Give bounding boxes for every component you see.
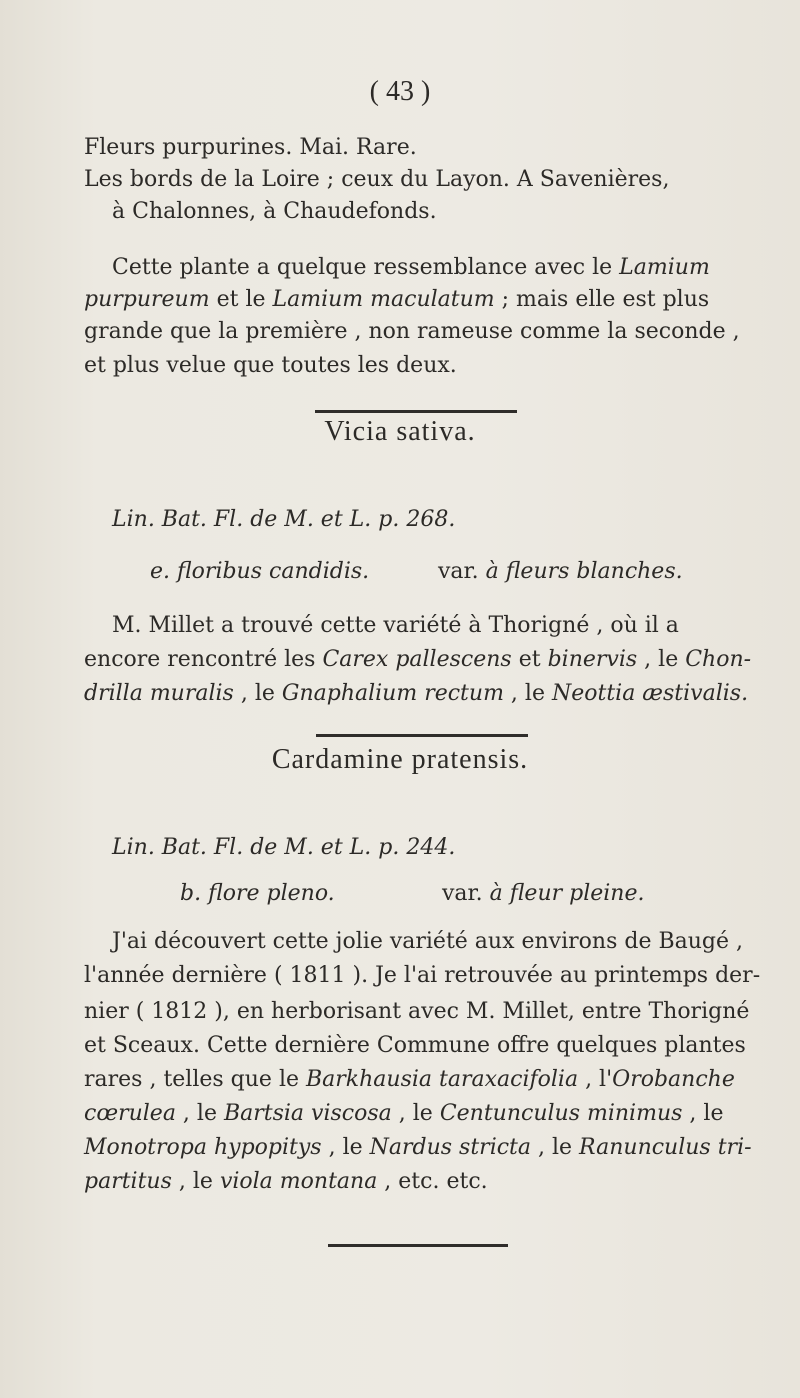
text-run-italic: à fleur pleine. bbox=[489, 881, 645, 906]
paragraph-2-line-3: grande que la première , non rameuse comme la seconde , bbox=[84, 319, 740, 344]
text-run-italic: Barkhausia taraxacifolia bbox=[306, 1067, 579, 1092]
section2-body-line-1 bbox=[112, 928, 743, 956]
paragraph-2-line-1 bbox=[112, 254, 710, 282]
text-run: nier ( 1812 ), en herborisant avec M. Millet, entre Thorigné bbox=[84, 999, 750, 1024]
text-run-italic: cœrulea bbox=[84, 1101, 176, 1126]
section-2-variety-latin: b. flore pleno. bbox=[180, 881, 335, 906]
text-run: Cette plante a quelque ressemblance avec le bbox=[112, 255, 620, 280]
section2-body-line-3 bbox=[84, 998, 749, 1026]
text-run: var. bbox=[442, 881, 490, 906]
page-number: ( 43 ) bbox=[369, 76, 431, 107]
text-run: , le bbox=[682, 1101, 724, 1126]
text-run-italic: Neottia æstivalis. bbox=[551, 681, 749, 706]
text-run: ; mais elle est plus bbox=[494, 287, 710, 312]
text-run: , le bbox=[321, 1135, 370, 1160]
section1-body-line-3 bbox=[84, 680, 748, 708]
text-run-italic: Centunculus minimus bbox=[439, 1101, 683, 1126]
text-run-italic: viola montana bbox=[219, 1169, 378, 1194]
text-run: , le bbox=[637, 647, 686, 672]
text-run-italic: à fleurs blanches. bbox=[485, 559, 683, 584]
section2-body-line-7 bbox=[84, 1134, 752, 1162]
text-run-italic: Bartsia viscosa bbox=[223, 1101, 392, 1126]
text-run-italic: binervis bbox=[547, 647, 638, 672]
section-2-variety-french bbox=[442, 880, 644, 908]
section2-body-line-8 bbox=[84, 1168, 488, 1196]
section2-body-line-4 bbox=[84, 1032, 746, 1060]
text-run-italic: purpureum bbox=[84, 287, 210, 312]
text-run-italic: Monotropa hypopitys bbox=[84, 1135, 322, 1160]
text-run: , l' bbox=[578, 1067, 613, 1092]
text-run-italic: drilla muralis bbox=[84, 681, 234, 706]
text-run-italic: Gnaphalium rectum bbox=[281, 681, 504, 706]
text-run: encore rencontré les bbox=[84, 647, 323, 672]
text-run-italic: Lamium maculatum bbox=[272, 287, 495, 312]
section-1-reference: Lin. Bat. Fl. de M. et L. p. 268. bbox=[112, 507, 456, 532]
section2-body-line-2 bbox=[84, 962, 760, 990]
section-1-variety-latin: e. floribus candidis. bbox=[150, 559, 370, 584]
text-run-italic: Lamium bbox=[619, 255, 710, 280]
text-run: J'ai découvert cette jolie variété aux environs de Baugé , bbox=[112, 929, 743, 954]
paragraph-1-line-2: Les bords de la Loire ; ceux du Layon. A Savenières, bbox=[84, 167, 670, 192]
paragraph-2-line-2 bbox=[84, 286, 709, 314]
text-run: M. Millet a trouvé cette variété à Thorigné , où il a bbox=[112, 613, 679, 638]
text-run: rares , telles que le bbox=[84, 1067, 306, 1092]
section-divider bbox=[328, 1244, 508, 1247]
text-run: l'année dernière ( 1811 ). Je l'ai retrouvée au printemps der- bbox=[84, 963, 761, 988]
text-run: , le bbox=[531, 1135, 580, 1160]
text-run-italic: Carex pallescens bbox=[322, 647, 512, 672]
text-run-italic: Ranunculus tri- bbox=[579, 1135, 752, 1160]
section1-body-line-2 bbox=[84, 646, 751, 674]
text-run: et bbox=[511, 647, 548, 672]
section-2-reference: Lin. Bat. Fl. de M. et L. p. 244. bbox=[112, 835, 456, 860]
text-run: , le bbox=[503, 681, 552, 706]
text-run-italic: Chon- bbox=[685, 647, 752, 672]
section-divider bbox=[316, 734, 528, 737]
section-divider bbox=[315, 410, 517, 413]
text-run-italic: partitus bbox=[84, 1169, 172, 1194]
section-2-heading: Cardamine pratensis. bbox=[271, 744, 529, 775]
section2-body-line-6 bbox=[84, 1100, 723, 1128]
section2-body-line-5 bbox=[84, 1066, 735, 1094]
text-run-italic: Nardus stricta bbox=[369, 1135, 532, 1160]
section-1-heading: Vicia sativa. bbox=[324, 416, 476, 447]
text-run: , etc. etc. bbox=[377, 1169, 488, 1194]
section-1-variety-french bbox=[438, 558, 683, 586]
text-run: , le bbox=[391, 1101, 440, 1126]
text-run: , le bbox=[175, 1101, 224, 1126]
text-run: et le bbox=[209, 287, 273, 312]
text-run: , le bbox=[233, 681, 282, 706]
text-run: et Sceaux. Cette dernière Commune offre quelques plantes bbox=[84, 1033, 746, 1058]
paragraph-1-line-3: à Chalonnes, à Chaudefonds. bbox=[112, 199, 437, 224]
paragraph-1-line-1: Fleurs purpurines. Mai. Rare. bbox=[84, 135, 417, 160]
section1-body-line-1 bbox=[112, 612, 679, 640]
paragraph-2-line-4: et plus velue que toutes les deux. bbox=[84, 353, 457, 378]
text-run: , le bbox=[171, 1169, 220, 1194]
text-run: var. bbox=[438, 559, 486, 584]
text-run-italic: Orobanche bbox=[612, 1067, 735, 1092]
